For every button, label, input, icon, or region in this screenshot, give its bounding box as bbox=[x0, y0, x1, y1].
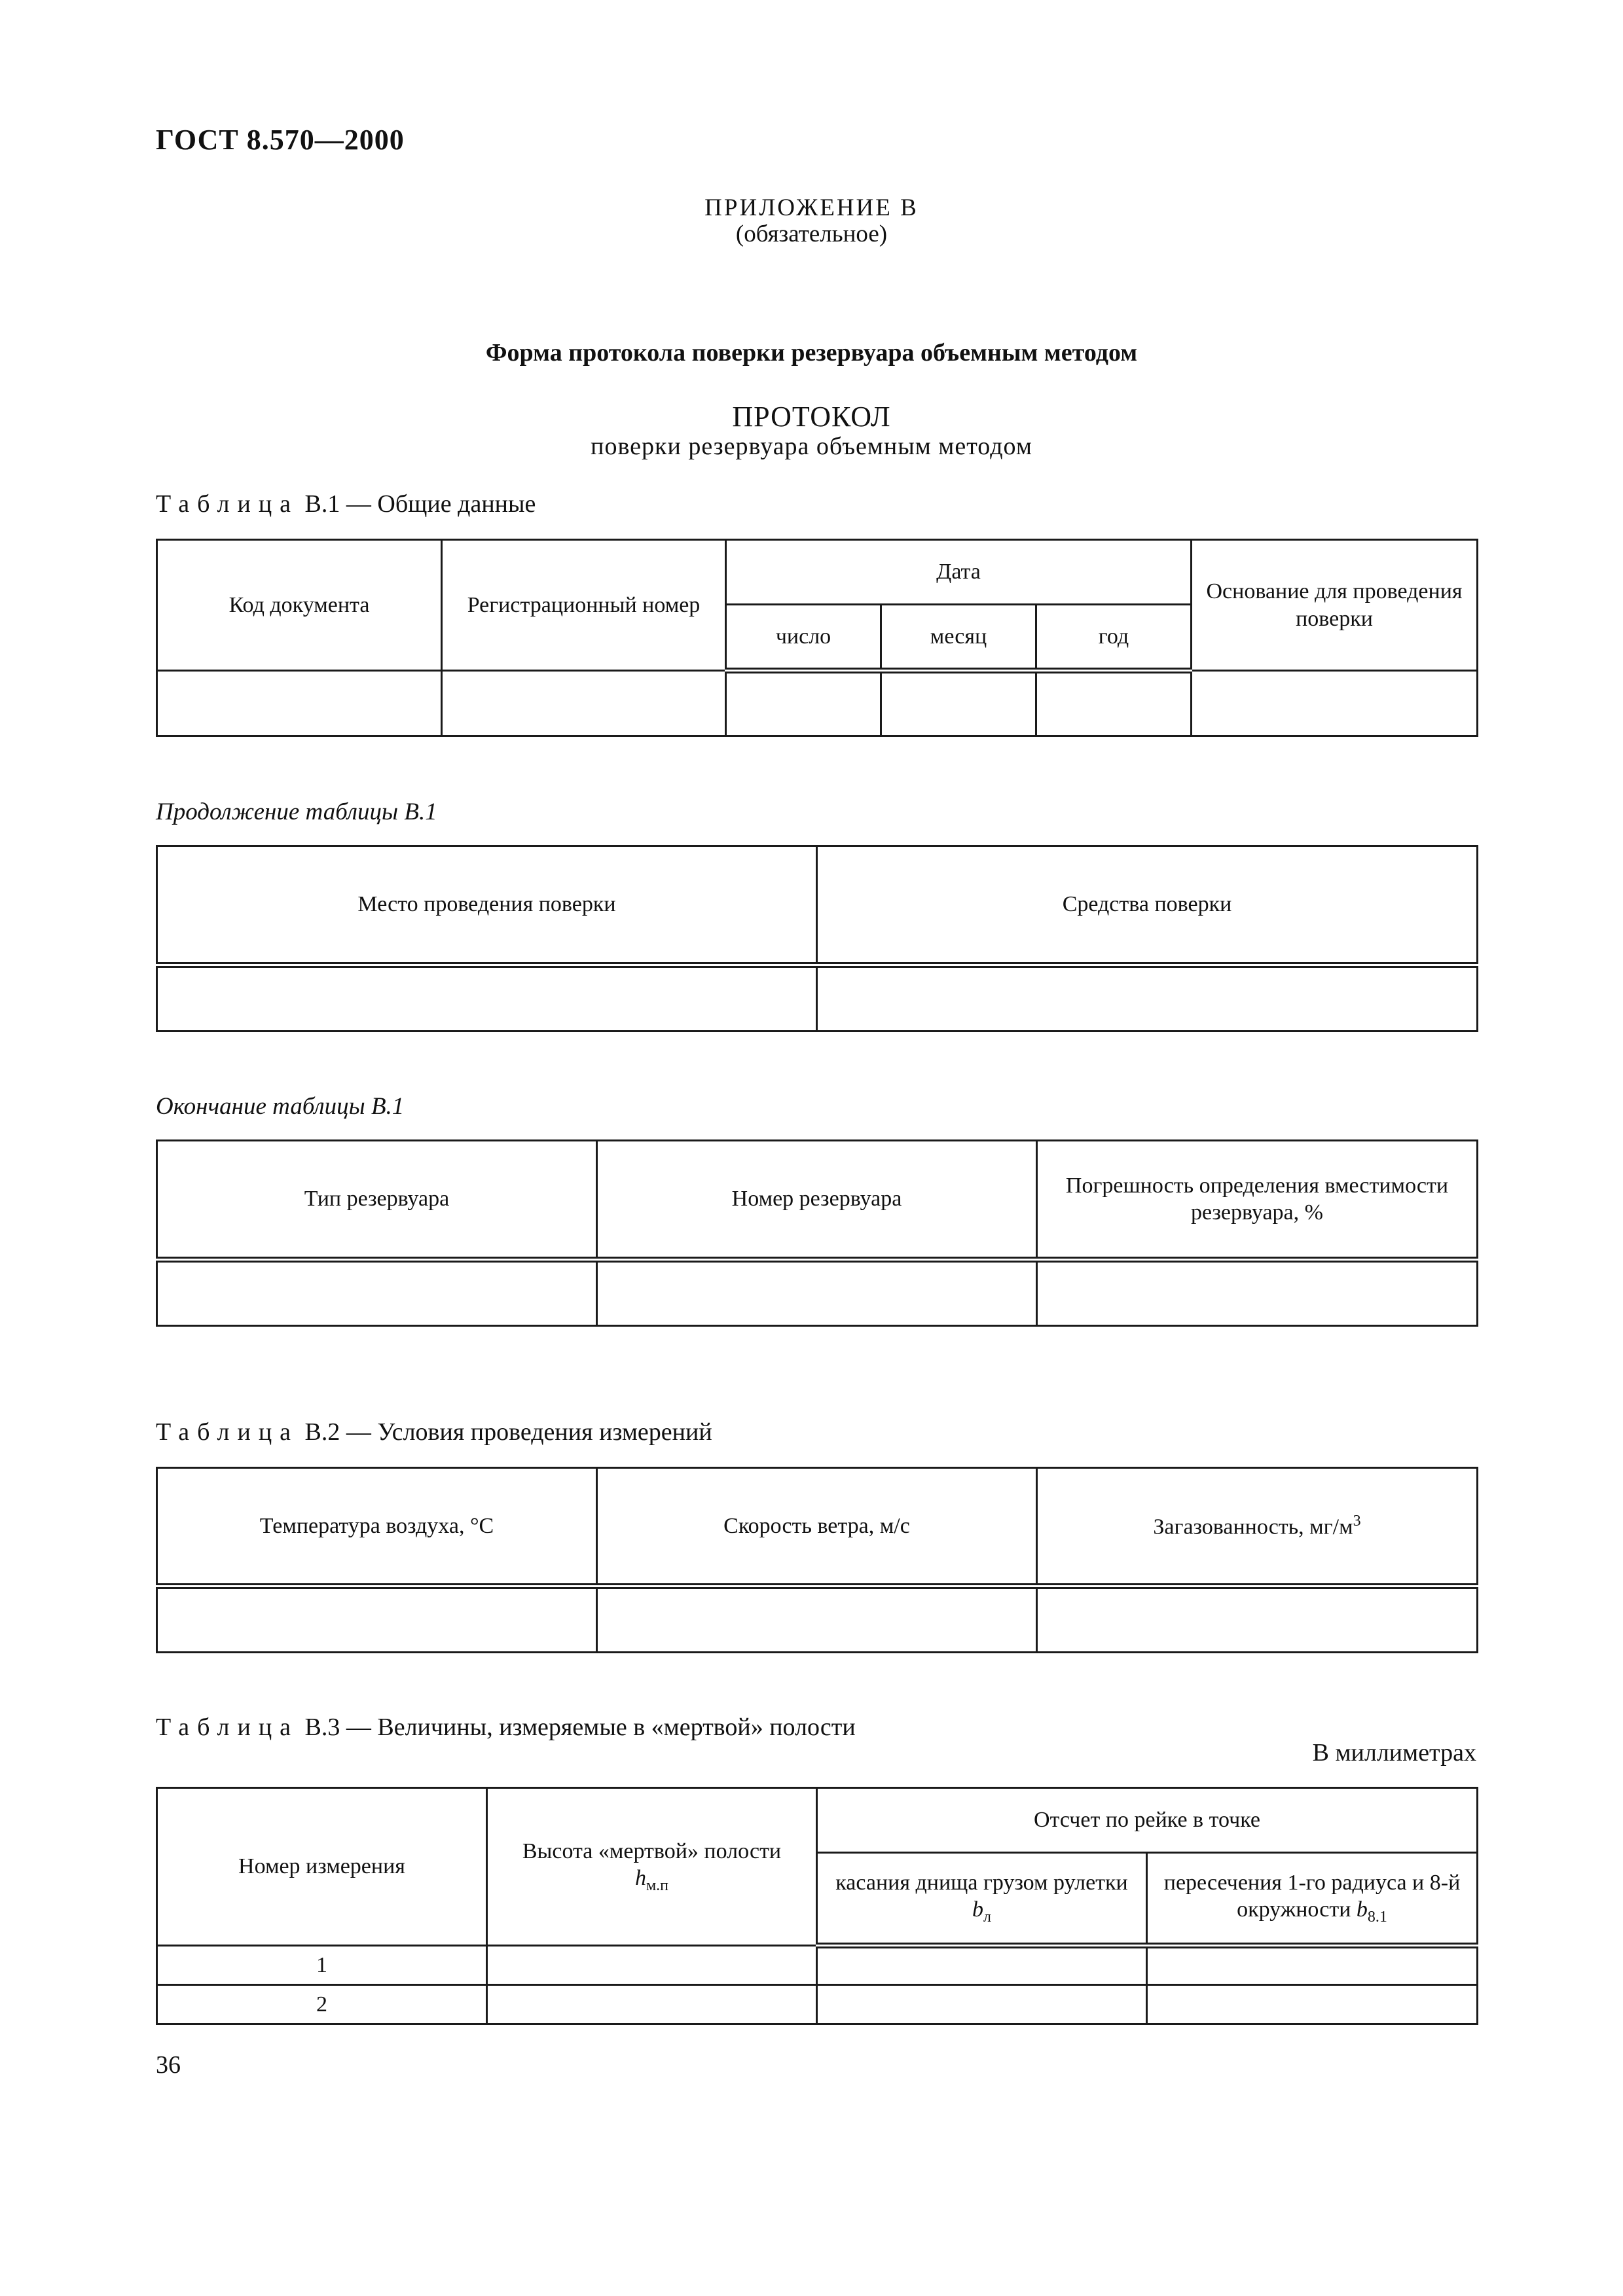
header-air-temp: Температура воздуха, °С bbox=[157, 1468, 597, 1587]
caption-word: Таблица bbox=[156, 1713, 299, 1741]
header-dead-cavity-height bbox=[487, 1788, 817, 1946]
appendix-title: ПРИЛОЖЕНИЕ В bbox=[704, 194, 919, 221]
header-measurement-number: Номер измерения bbox=[157, 1788, 487, 1946]
header-gas-level bbox=[1037, 1468, 1478, 1587]
caption-text: В.1 — Общие данные bbox=[304, 490, 536, 518]
table-row bbox=[157, 1985, 1478, 2024]
header-year: год bbox=[1036, 605, 1192, 671]
cell-day[interactable] bbox=[726, 671, 881, 736]
caption-text: В.2 — Условия проведения измерений bbox=[304, 1418, 712, 1446]
header-radius-crossing bbox=[1147, 1853, 1478, 1946]
cell-doc-code[interactable] bbox=[157, 671, 442, 736]
touch-symbol: b bbox=[972, 1897, 983, 1922]
cell-basis[interactable] bbox=[1192, 671, 1478, 736]
cross-subscript: 8.1 bbox=[1367, 1909, 1387, 1926]
header-capacity-error: Погрешность определения вместимости резервуара, % bbox=[1037, 1141, 1478, 1260]
table-b1-cont bbox=[156, 845, 1478, 1032]
header-basis: Основание для проведения поверки bbox=[1192, 540, 1478, 671]
table-b1 bbox=[156, 539, 1478, 737]
height-symbol: h bbox=[634, 1866, 646, 1891]
table-b1-end bbox=[156, 1139, 1478, 1327]
cell-dead-cavity-height[interactable] bbox=[487, 1946, 817, 1985]
caption-word: Таблица bbox=[156, 1418, 299, 1446]
cell-month[interactable] bbox=[881, 671, 1036, 736]
header-tank-type: Тип резервуара bbox=[157, 1141, 597, 1260]
header-tank-number: Номер резервуара bbox=[597, 1141, 1037, 1260]
page-number: 36 bbox=[156, 2051, 181, 2079]
table-b2 bbox=[156, 1467, 1478, 1653]
header-date: Дата bbox=[726, 540, 1192, 605]
standard-number: ГОСТ 8.570—2000 bbox=[156, 124, 405, 156]
header-means: Средства поверки bbox=[817, 846, 1478, 965]
row-number: 1 bbox=[157, 1946, 487, 1985]
cross-label: пересечения 1-го радиуса и 8-й окружности bbox=[1163, 1870, 1461, 1922]
table-b1-end-caption: Окончание таблицы В.1 bbox=[156, 1093, 405, 1120]
row-number: 2 bbox=[157, 1985, 487, 2024]
touch-subscript: л bbox=[983, 1909, 991, 1926]
cell-wind-speed[interactable] bbox=[597, 1587, 1037, 1653]
gas-label: Загазованность, мг/м bbox=[1153, 1514, 1353, 1539]
height-label: Высота «мертвой» полости bbox=[522, 1839, 782, 1863]
touch-label: касания днища грузом рулетки bbox=[835, 1870, 1128, 1895]
cell-gas-level[interactable] bbox=[1037, 1587, 1478, 1653]
table-b3-units: В миллиметрах bbox=[1312, 1739, 1476, 1767]
cell-dead-cavity-height[interactable] bbox=[487, 1985, 817, 2024]
header-reg-number: Регистрационный номер bbox=[442, 540, 726, 671]
cell-bottom-touch[interactable] bbox=[817, 1946, 1147, 1985]
cell-reg-number[interactable] bbox=[442, 671, 726, 736]
header-month: месяц bbox=[881, 605, 1036, 671]
appendix-status: (обязательное) bbox=[735, 221, 888, 247]
cell-air-temp[interactable] bbox=[157, 1587, 597, 1653]
table-b2-caption bbox=[156, 1418, 712, 1446]
table-b3 bbox=[156, 1787, 1478, 2025]
header-place: Место проведения поверки bbox=[157, 846, 817, 965]
header-rod-reading: Отсчет по рейке в точке bbox=[817, 1788, 1478, 1853]
cell-capacity-error[interactable] bbox=[1037, 1260, 1478, 1326]
table-b1-cont-caption: Продолжение таблицы В.1 bbox=[156, 798, 437, 825]
protocol-title: ПРОТОКОЛ bbox=[732, 401, 891, 433]
height-subscript: м.п bbox=[646, 1877, 669, 1894]
gas-unit-exponent: 3 bbox=[1353, 1512, 1361, 1530]
header-day: число bbox=[726, 605, 881, 671]
cross-symbol: b bbox=[1356, 1897, 1368, 1922]
caption-word: Таблица bbox=[156, 490, 299, 518]
cell-year[interactable] bbox=[1036, 671, 1192, 736]
cell-tank-type[interactable] bbox=[157, 1260, 597, 1326]
cell-radius-crossing[interactable] bbox=[1147, 1985, 1478, 2024]
header-bottom-touch bbox=[817, 1853, 1147, 1946]
cell-bottom-touch[interactable] bbox=[817, 1985, 1147, 2024]
table-b1-caption bbox=[156, 490, 536, 518]
cell-place[interactable] bbox=[157, 965, 817, 1031]
table-row bbox=[157, 1946, 1478, 1985]
cell-tank-number[interactable] bbox=[597, 1260, 1037, 1326]
table-b3-caption bbox=[156, 1713, 856, 1742]
caption-text: В.3 — Величины, измеряемые в «мертвой» полости bbox=[304, 1713, 856, 1741]
form-title: Форма протокола поверки резервуара объемным методом bbox=[485, 339, 1138, 367]
header-wind-speed: Скорость ветра, м/с bbox=[597, 1468, 1037, 1587]
cell-means[interactable] bbox=[817, 965, 1478, 1031]
header-doc-code: Код документа bbox=[157, 540, 442, 671]
protocol-subtitle: поверки резервуара объемным методом bbox=[591, 433, 1032, 460]
cell-radius-crossing[interactable] bbox=[1147, 1946, 1478, 1985]
